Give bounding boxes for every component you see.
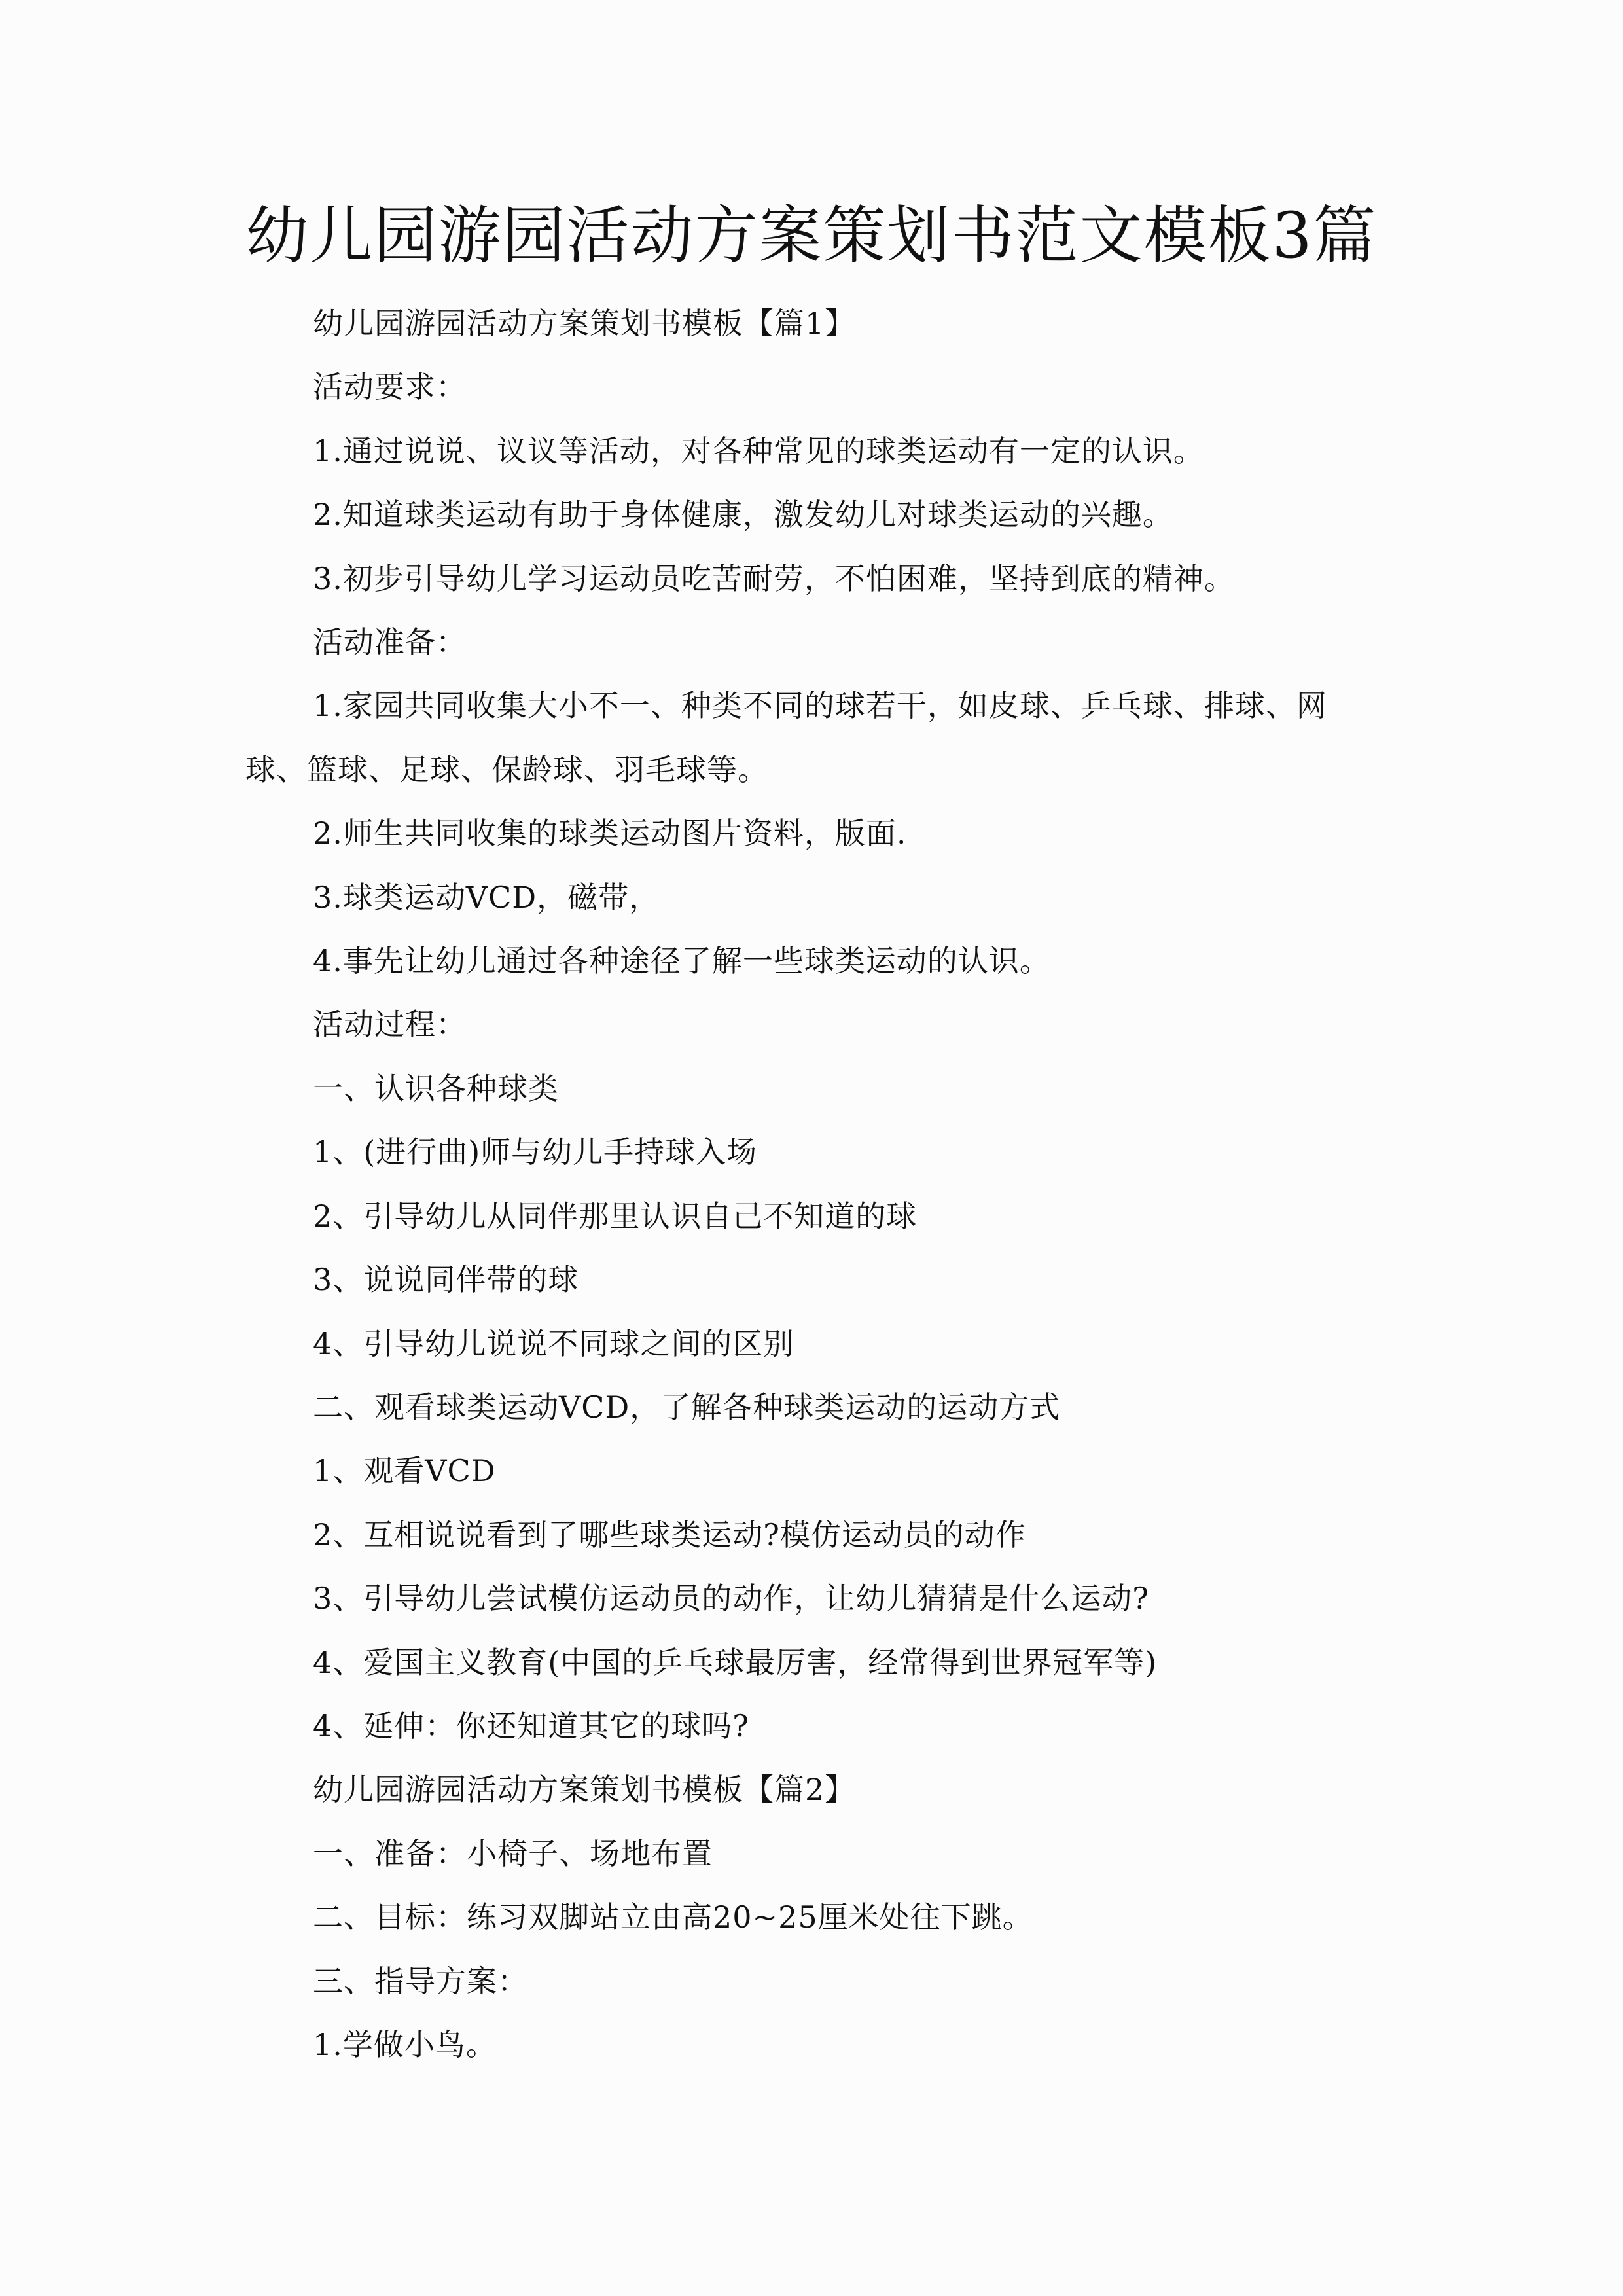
paragraph: 4、延伸：你还知道其它的球吗? [313, 1708, 749, 1744]
paragraph: 一、准备：小椅子、场地布置 [313, 1835, 713, 1871]
paragraph: 3、说说同伴带的球 [313, 1262, 579, 1298]
paragraph: 4、爱国主义教育(中国的乒乓球最厉害，经常得到世界冠军等) [313, 1644, 1158, 1680]
paragraph: 1.学做小鸟。 [313, 2026, 497, 2062]
paragraph: 2、互相说说看到了哪些球类运动?模仿运动员的动作 [313, 1516, 1026, 1552]
paragraph: 4.事先让幼儿通过各种途径了解一些球类运动的认识。 [313, 943, 1050, 979]
paragraph: 3.球类运动VCD，磁带， [313, 879, 660, 915]
paragraph: 二、目标：练习双脚站立由高20~25厘米处往下跳。 [313, 1899, 1033, 1935]
paragraph: 1.通过说说、议议等活动，对各种常见的球类运动有一定的认识。 [313, 433, 1204, 469]
paragraph: 三、指导方案： [313, 1963, 528, 1999]
paragraph: 1.家园共同收集大小不一、种类不同的球若干，如皮球、乒乓球、排球、网球、篮球、足球、保龄球、羽毛球等。 [245, 688, 1327, 787]
section-heading-part-2: 幼儿园游园活动方案策划书模板【篇2】 [313, 1772, 856, 1808]
paragraph: 2、引导幼儿从同伴那里认识自己不知道的球 [313, 1198, 918, 1234]
subheading-activity-requirements: 活动要求： [313, 369, 467, 405]
section-heading-part-1: 幼儿园游园活动方案策划书模板【篇1】 [313, 306, 856, 341]
paragraph: 1、(进行曲)师与幼儿手持球入场 [313, 1134, 758, 1170]
paragraph: 3.初步引导幼儿学习运动员吃苦耐劳，不怕困难，坚持到底的精神。 [313, 560, 1235, 596]
paragraph: 1、观看VCD [313, 1453, 496, 1489]
paragraph: 2.师生共同收集的球类运动图片资料，版面. [313, 816, 907, 852]
paragraph: 二、观看球类运动VCD，了解各种球类运动的运动方式 [313, 1389, 1061, 1425]
subheading-activity-preparation: 活动准备： [313, 624, 467, 660]
document-body [245, 292, 1378, 2077]
paragraph: 3、引导幼儿尝试模仿运动员的动作，让幼儿猜猜是什么运动? [313, 1581, 1149, 1617]
subheading-activity-process: 活动过程： [313, 1007, 467, 1043]
document-title: 幼儿园游园活动方案策划书范文模板3篇 [245, 199, 1378, 272]
paragraph: 2.知道球类运动有助于身体健康，激发幼儿对球类运动的兴趣。 [313, 497, 1173, 533]
paragraph: 4、引导幼儿说说不同球之间的区别 [313, 1325, 794, 1361]
paragraph: 一、认识各种球类 [313, 1070, 559, 1106]
